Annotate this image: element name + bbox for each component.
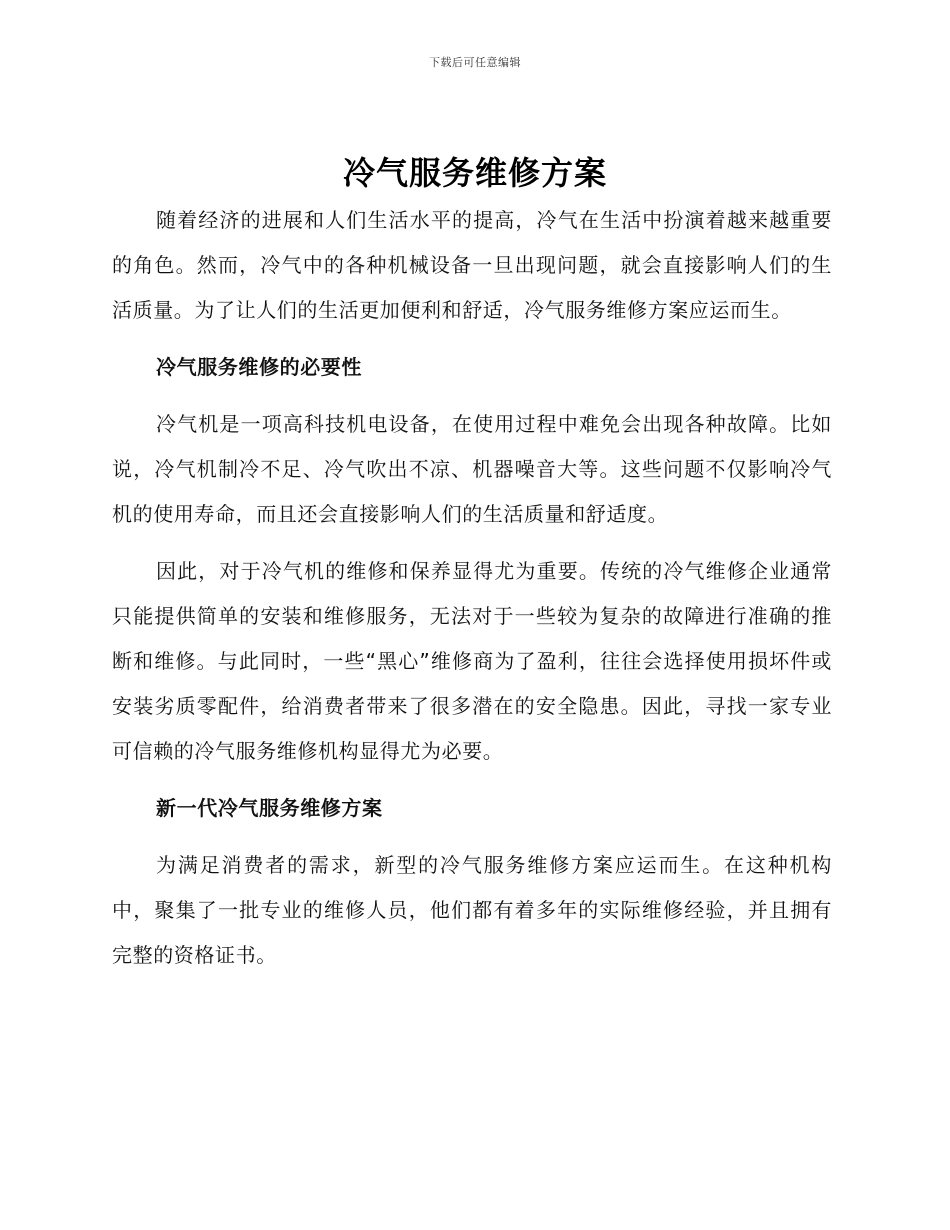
necessity-paragraph-2: 因此，对于冷气机的维修和保养显得尤为重要。传统的冷气维修企业通常只能提供简单的安装和维修服务，无法对于一些较为复杂的故障进行准确的推断和维修。与此同时，一些“黑心”维修商为了盈利，往往会选择使用损坏件或安装劣质零配件，给消费者带来了很多潜在的安全隐患。因此，寻找一家专业可信赖的冷气服务维修机构显得尤为必要。 (112, 559, 832, 763)
document-body (112, 198, 832, 978)
section-heading-new-solution: 新一代冷气服务维修方案 (156, 796, 383, 820)
new-solution-paragraph-1: 为满足消费者的需求，新型的冷气服务维修方案应运而生。在这种机构中，聚集了一批专业的维修人员，他们都有着多年的实际维修经验，并且拥有完整的资格证书。 (112, 853, 832, 967)
document-title: 冷气服务维修方案 (342, 154, 607, 192)
header-note: 下载后可任意编辑 (429, 56, 521, 69)
section-heading-necessity: 冷气服务维修的必要性 (156, 355, 362, 379)
necessity-paragraph-1: 冷气机是一项高科技机电设备，在使用过程中难免会出现各种故障。比如说，冷气机制冷不足、冷气吹出不凉、机器噪音大等。这些问题不仅影响冷气机的使用寿命，而且还会直接影响人们的生活质量和舒适度。 (112, 412, 832, 526)
intro-paragraph: 随着经济的进展和人们生活水平的提高，冷气在生活中扮演着越来越重要的角色。然而，冷气中的各种机械设备一旦出现问题，就会直接影响人们的生活质量。为了让人们的生活更加便利和舒适，冷气服务维修方案应运而生。 (112, 208, 832, 322)
